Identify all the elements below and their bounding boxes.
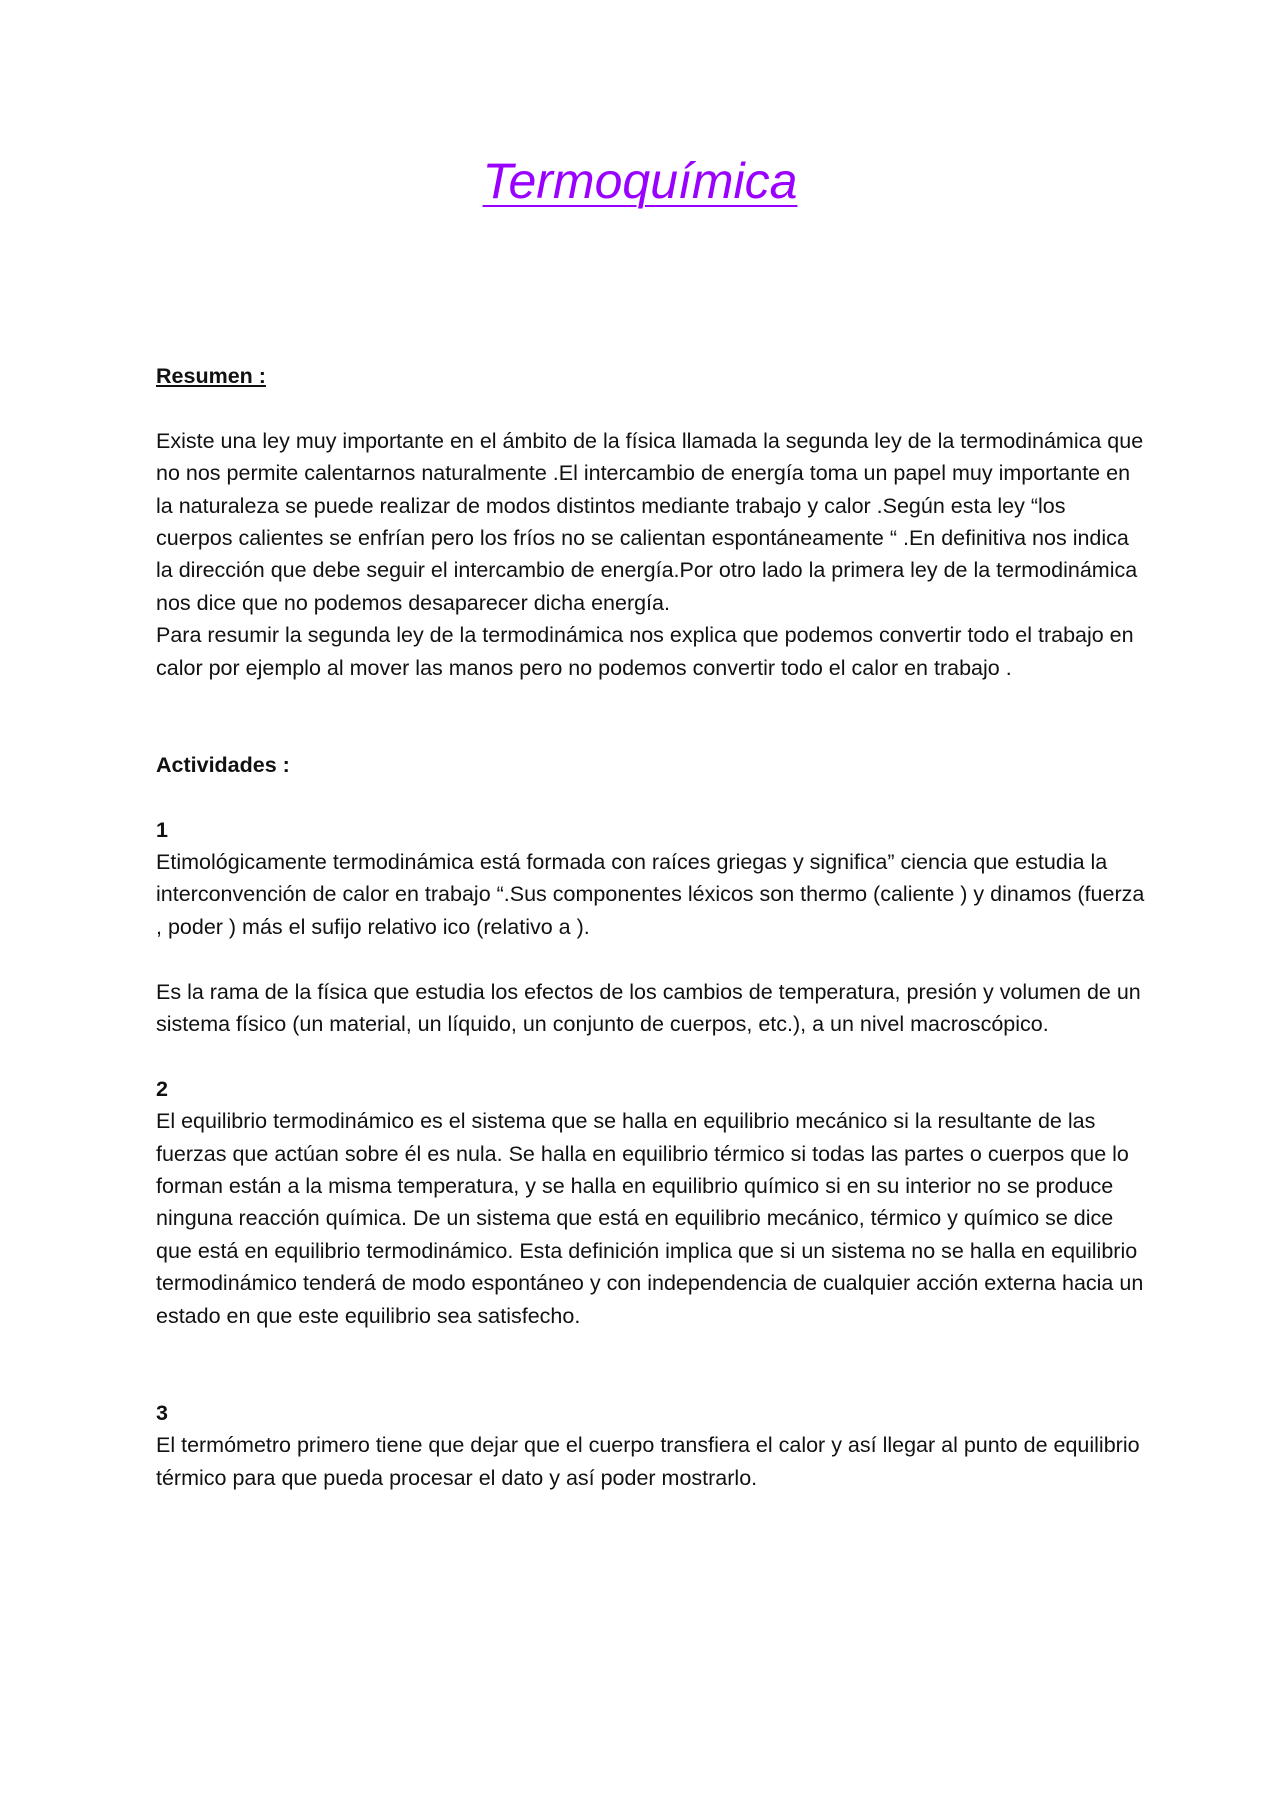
resumen-paragraph: Existe una ley muy importante en el ámbito de la física llamada la segunda ley de la termodinámica que no nos permite calentarnos naturalmente .El intercambio de energía toma un papel muy importante en la naturaleza se puede realizar de modos distintos mediante trabajo y calor .Según esta ley “los cuerpos calientes se enfrían pero los fríos no se calientan espontáneamente “ .En definitiva nos indica la dirección que debe seguir el intercambio de energía.Por otro lado la primera ley de la termodinámica nos dice que no podemos desaparecer dicha energía. bbox=[156, 428, 1144, 615]
activity-paragraph: El equilibrio termodinámico es el sistema que se halla en equilibrio mecánico si la resultante de las fuerzas que actúan sobre él es nula. Se halla en equilibrio térmico si todas las partes o cuerpos que lo forman están a la misma temperatura, y se halla en equilibrio químico si en su interior no se produce ninguna reacción química. De un sistema que está en equilibrio mecánico, térmico y químico se dice que está en equilibrio termodinámico. Esta definición implica que si un sistema no se halla en equilibrio termodinámico tenderá de modo espontáneo y con independencia de cualquier acción externa hacia un estado en que este equilibrio sea satisfecho. bbox=[156, 1109, 1144, 1328]
resumen-heading: Resumen : bbox=[156, 364, 266, 388]
activity-paragraph: Es la rama de la física que estudia los efectos de los cambios de temperatura, presión y volumen de un sistema físico (un material, un líquido, un conjunto de cuerpos, etc.), a un nivel macroscópico. bbox=[156, 979, 1141, 1037]
activity-paragraph: El termómetro primero tiene que dejar que el cuerpo transfiera el calor y así llegar al punto de equilibrio térmico para que pueda procesar el dato y así poder mostrarlo. bbox=[156, 1433, 1140, 1490]
activity-paragraph: Etimológicamente termodinámica está formada con raíces griegas y significa” ciencia que estudia la interconvención de calor en trabajo “.Sus componentes léxicos son thermo (caliente ) y dinamos (fuerza , poder ) más el sufijo relativo ico (relativo a ). bbox=[156, 850, 1145, 939]
activity-number: 1 bbox=[156, 817, 168, 842]
document-title: Termoquímica bbox=[482, 153, 798, 209]
document-body bbox=[156, 360, 1146, 1494]
resumen-paragraph: Para resumir la segunda ley de la termodinámica nos explica que podemos convertir todo el trabajo en calor por ejemplo al mover las manos pero no podemos convertir todo el calor en trabajo . bbox=[156, 623, 1134, 680]
actividades-heading: Actividades : bbox=[156, 752, 290, 777]
activity-number: 3 bbox=[156, 1400, 168, 1425]
activity-number: 2 bbox=[156, 1076, 168, 1101]
